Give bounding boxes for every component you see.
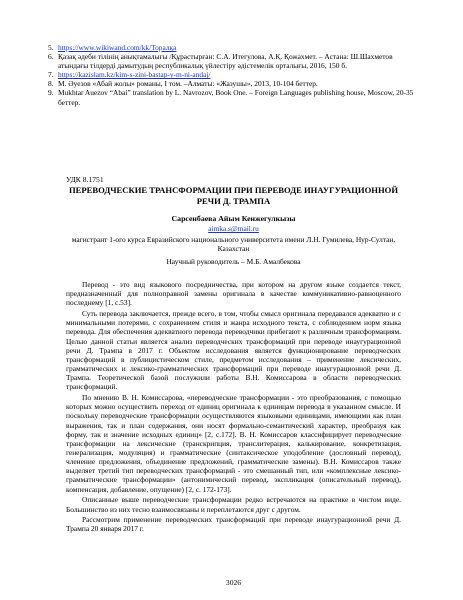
author-affiliation: магистрант 1-ого курса Евразийского национального университета имени Л.Н. Гумилева, Нур-Султан, Казахстан [71,235,396,254]
paragraph: Суть перевода заключается, прежде всего, в том, чтобы смысл оригинала передавался адекватно и с минимальными потерями, с сохранением стиля и жанра исходного текста, с соблюдением норм языка перевода. Для обеспечения адекватного перевода переводчики прибегают к различным трансформациям. Целью данной статьи является анализ переводческих трансформаций при переводе инаугурационной речи Д. Трампа в 2017 г. Объектом исследования является функционирование переводческих трансформаций в публицистическом стиле, предметом исследования – применение лексических, грамматических и лексико-грамматических трансформаций при переводе инаугурационной речи Д. Трампа. Теоретической базой послужили работы В.Н. Комиссарова в области переводческих трансформаций. [66,309,401,392]
reference-number: 8. [48,79,54,89]
udk-code: УДК 8.1751 [66,175,104,184]
author-name: Сарсенбаева Айым Кенжегулкызы [171,214,296,223]
paragraph: Перевод - это вид языкового посредничества, при котором на другом языке создается текст, предназначенный для полноправной замены оригинала в качестве коммуникативно-равноценного последнему [1, с.53]. [66,280,401,308]
reference-text: М. Әуезов «Абай жолы» романы, I том. –Алматы: «Жазушы», 2013, 10-104 беттер. [58,79,318,89]
supervisor: Научный руководитель – М.Б. Амалбекова [166,257,301,266]
article-title: ПЕРЕВОДЧЕСКИЕ ТРАНСФОРМАЦИИ ПРИ ПЕРЕВОДЕ ИНАУГУРАЦИОННОЙ РЕЧИ Д. ТРАМПА [68,185,399,206]
paragraph: Рассмотрим применение переводческих трансформаций при переводе инаугурационной речи Д. Трампа 20 января 2017 г. [66,515,401,534]
paragraph: Описанные выше переводческие трансформации редко встречаются на практике в чистом виде. Большинство из них тесно взаимосвязаны и переплетаются друг с другом. [66,495,401,514]
reference-item [48,88,418,106]
reference-number: 5. [48,43,54,52]
reference-item [48,43,418,52]
reference-link[interactable]: https://kazislam.kz/kim-s-zini-bastap-y-m-ni-andaj/ [58,70,211,80]
reference-link[interactable]: https://www.wikiwand.com/kk/Торалқа [58,43,177,52]
reference-text: Қазақ әдеби тілінің анықтамалығы /Құрастырған: С.А. Итегулова, А.Қ. Қожахмет. – Астана: Ш.Шахметов атындағы тілдерді дамытудың республикалық үйлестіру әдістемелік орталығы, 2016, 150 б. [58,52,393,71]
article-body [66,280,401,535]
reference-number: 7. [48,70,54,80]
reference-item [48,79,418,88]
paragraph: По мнению В. Н. Комиссарова, «переводческие трансформации - это преобразования, с помощью которых можно осуществить переход от единиц оригинала к единицам перевода в указанном смысле. И поскольку переводческие трансформации осуществляются языковыми единицами, имеющими как план выражения, так и план содержания, они носят формально-семантический характер, преобразуя как форму, так и значение исходных единиц» [2, с.172]. В. Н. Комиссаров классифицирует переводческие трансформации на лексические (транскрипция, транслитерация, калькирование, конкретизация, генерализация, модуляция) и грамматические (синтаксическое уподобление (дословный перевод), членение предложения, объединение предложений, грамматические замены). В.Н. Комиссаров также выделяет третий тип переводческих трансформаций - это смешанный тип, или «комплексные лексико-грамматические трансформации» (антонимический перевод, экспликация (описательный перевод), компенсация, добавление, опущение) [2, с. 172-173]. [66,393,401,494]
reference-item [48,52,418,70]
reference-number: 6. [48,52,54,62]
reference-list [48,43,418,107]
author-email[interactable]: aimka.s@mail.ru [208,224,259,233]
page-number: 3026 [225,578,242,587]
reference-text: Mukhtar Auezov “Abai” translation by L. Navrozov, Book One. – Foreign Languages publishing house, Moscow, 20-35 беттер. [58,88,414,107]
author-email-line [66,224,401,233]
reference-item [48,70,418,79]
reference-number: 9. [48,88,54,98]
